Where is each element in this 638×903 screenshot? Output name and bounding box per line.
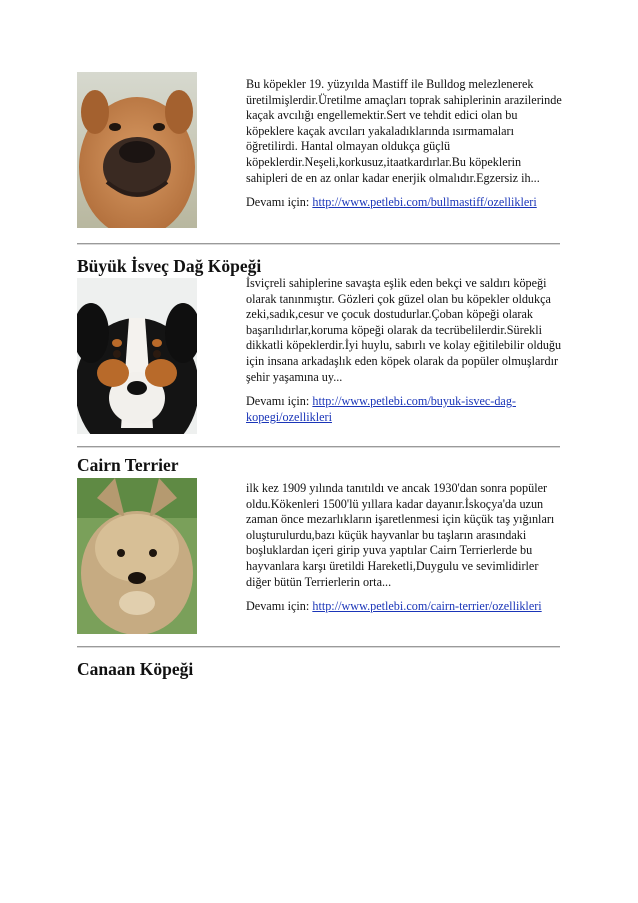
- entry-cairn-terrier: [77, 455, 560, 640]
- breed-title: Canaan Köpeği: [77, 659, 194, 679]
- bullmastiff-link[interactable]: http://www.petlebi.com/bullmastiff/ozellikleri: [312, 195, 537, 210]
- divider: [77, 646, 560, 648]
- buyuk-isvec-dag-kopegi-photo: [77, 278, 197, 434]
- cairn-terrier-more: [246, 599, 564, 615]
- buyuk-isvec-dag-kopegi-more-label: Devamı için:: [246, 394, 310, 409]
- divider: [77, 446, 560, 448]
- cairn-terrier-text: [246, 481, 564, 615]
- bullmastiff-description: Bu köpekler 19. yüzyılda Mastiff ile Bulldog melezlenerek üretilmişlerdir.Üretilme amaçları toprak sahiplerinin arazilerinde kaçak avcılığı engellemektir.Sert ve tehdit edici olan bu köpeklere kaçak avcıları yakaladıklarında ısırmamaları öğretilirdi. Hantal olmayan oldukça güçlü köpeklerdir.Neşeli,korkusuz,itaatkardırlar.Bu köpeklerin sahipleri de en az onlar kadar enerjik olmalıdır.Egzersiz ih...: [246, 77, 562, 185]
- entry-bullmastiff: [77, 72, 560, 232]
- bullmastiff-text: [246, 77, 564, 211]
- cairn-terrier-description: ilk kez 1909 yılında tanıtıldı ve ancak 1930'dan sonra popüler oldu.Kökenleri 1500'lü yıllara kadar dayanır.İskoçya'da uzun zaman önce mezarlıkların işaretlenmesi için küçük taş yığınları oluşturulurdu,bazı küçük hayvanlar bu taşların arasındaki boşluklardan içeri girip yuva yaptılar Cairn Terrierlerde bu hayvanlara karşı üretildi Hareketli,Duygulu ve sevimlidirler diğer bütün Terrierlerin orta...: [246, 481, 555, 589]
- buyuk-isvec-dag-kopegi-description: İsviçreli sahiplerine savaşta eşlik eden bekçi ve saldırı köpeği olarak tanınmıştır. Gözleri çok güzel olan bu köpekler oldukça zeki,sadık,cesur ve çocuk dostudurlar.Çoban köpeği olarak başarılıdırlar,koruma köpeği olarak da tecrübelilerdir.Sürekli dikkatli köpeklerdir.İyi huylu, sabırlı ve kolay eğitilebilir olduğu için insana arkadaşlık eden köpek olarak da popüler olmuşlardır şehir yaşamına uy...: [246, 276, 562, 384]
- divider: [77, 243, 560, 245]
- buyuk-isvec-dag-kopegi-text: [246, 276, 564, 425]
- breed-title: Cairn Terrier: [77, 455, 179, 475]
- bullmastiff-more: [246, 195, 564, 211]
- entry-canaan-kopegi: [77, 659, 560, 683]
- entry-buyuk-isvec-dag-kopegi: [77, 256, 560, 446]
- buyuk-isvec-dag-kopegi-link[interactable]: http://www.petlebi.com/buyuk-isvec-dag-kopegi/ozellikleri: [246, 394, 516, 424]
- breed-title: Büyük İsveç Dağ Köpeği: [77, 256, 262, 276]
- cairn-terrier-photo: [77, 478, 197, 634]
- cairn-terrier-more-label: Devamı için:: [246, 599, 310, 614]
- bullmastiff-photo: [77, 72, 197, 228]
- bullmastiff-more-label: Devamı için:: [246, 195, 310, 210]
- buyuk-isvec-dag-kopegi-more: [246, 394, 564, 425]
- cairn-terrier-link[interactable]: http://www.petlebi.com/cairn-terrier/ozellikleri: [312, 599, 542, 614]
